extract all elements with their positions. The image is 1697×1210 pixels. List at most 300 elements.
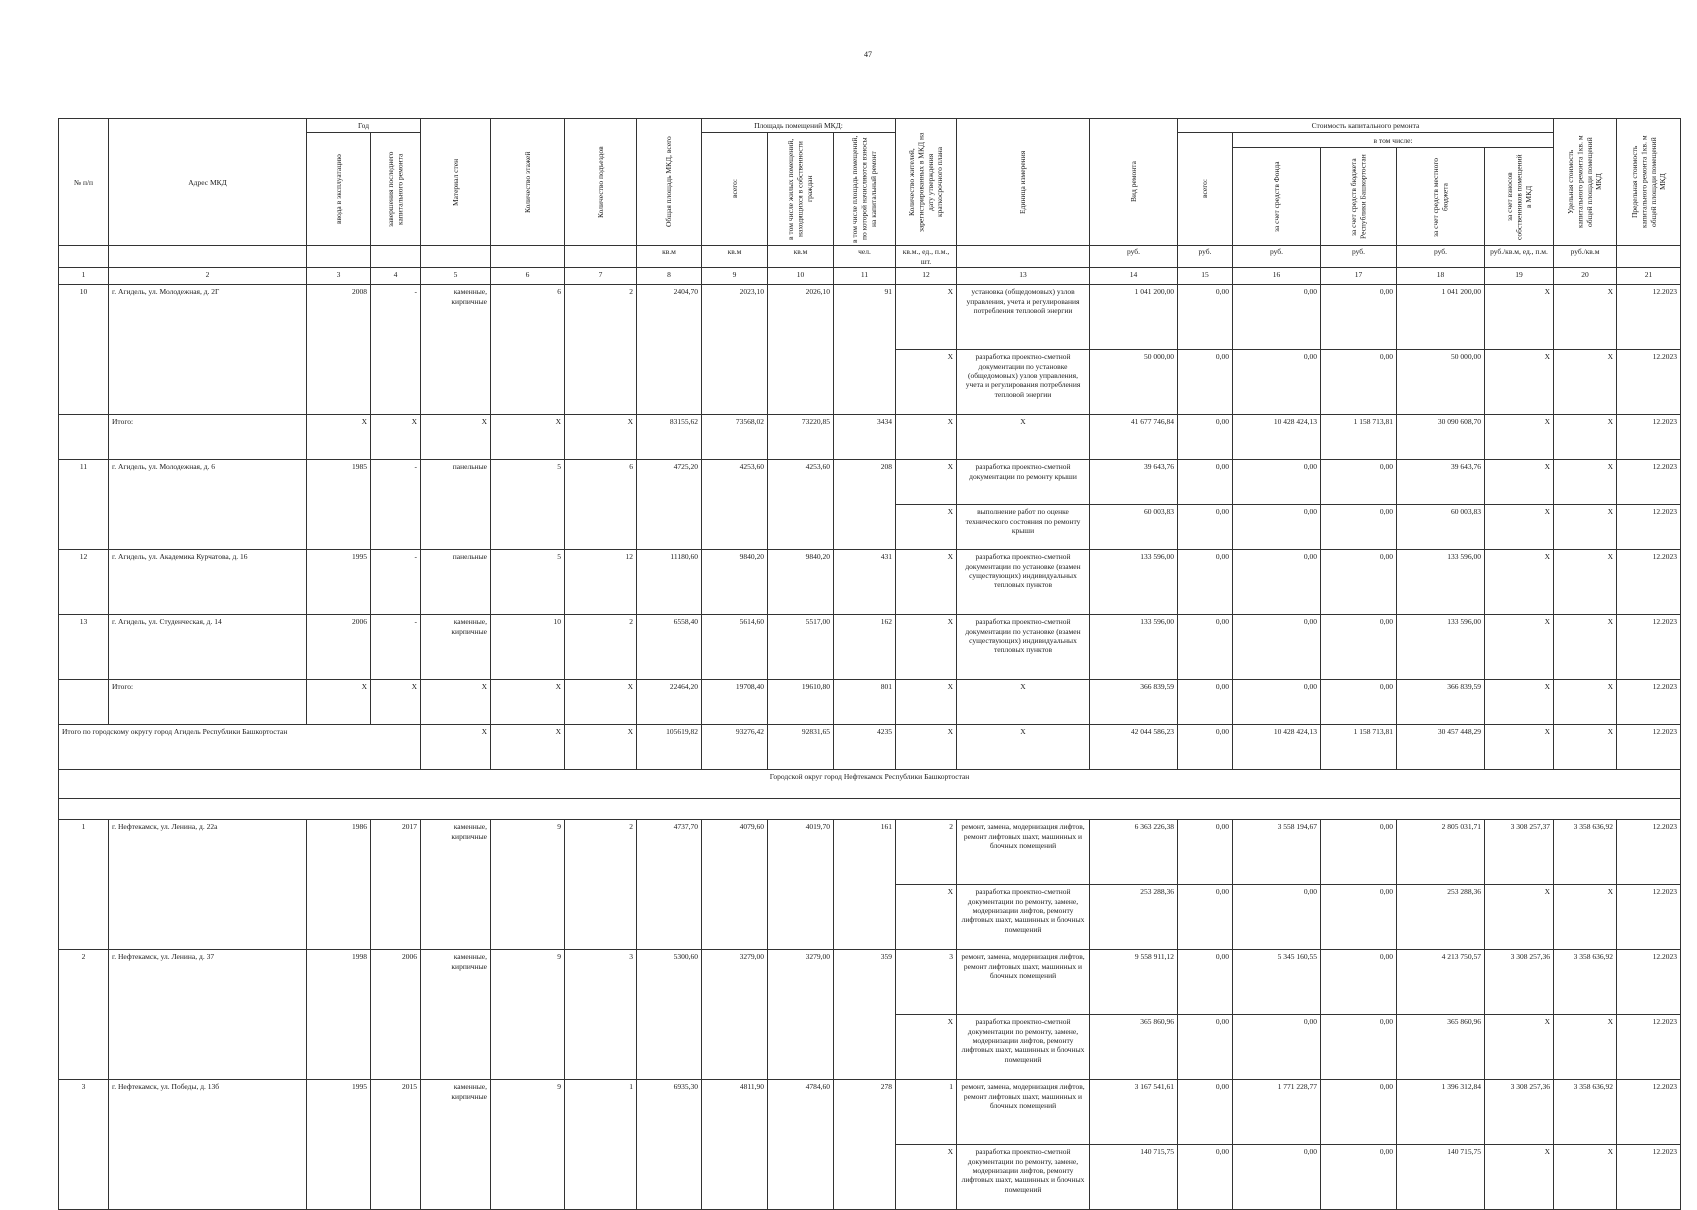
- unit-value: X: [896, 550, 957, 615]
- cost-fund: 0,00: [1178, 1015, 1233, 1080]
- subtotal-a2: 19610,80: [768, 680, 834, 725]
- header-year-last-repair: завершения последнего капитального ремонта: [386, 151, 405, 228]
- unit-cost: X: [1485, 615, 1554, 680]
- planned-date: 12.2023: [1617, 505, 1681, 550]
- header-year: Год: [307, 119, 421, 133]
- subtotal-en: X: [565, 680, 637, 725]
- cost-fund: 0,00: [1178, 885, 1233, 950]
- cost-local: 0,00: [1321, 1080, 1397, 1145]
- limit-cost: X: [1554, 350, 1617, 415]
- entrances: 3: [565, 950, 637, 1080]
- column-number: 1: [59, 268, 109, 285]
- address: г. Нефтекамск, ул. Ленина, д. 37: [109, 950, 307, 1080]
- subtotal-res: 801: [834, 680, 896, 725]
- header-total-area: Общая площадь МКД, всего: [664, 136, 674, 228]
- cost-local: 0,00: [1321, 615, 1397, 680]
- cost-owners: 253 288,36: [1397, 885, 1485, 950]
- limit-cost: X: [1554, 415, 1617, 460]
- cost-total: 50 000,00: [1090, 350, 1178, 415]
- floors: 9: [491, 820, 565, 950]
- wall-material: каменные, кирпичные: [421, 820, 491, 950]
- cost-fund: 0,00: [1178, 460, 1233, 505]
- year-commission: 1998: [307, 950, 371, 1080]
- floors: 6: [491, 285, 565, 415]
- column-number: 9: [702, 268, 768, 285]
- header-no: № п/п: [59, 119, 109, 246]
- residents: 359: [834, 950, 896, 1080]
- unit-cell: кв.м: [637, 246, 702, 268]
- header-year-commission: ввода в эксплуатацию: [333, 154, 343, 225]
- total-area: 11180,60: [637, 550, 702, 615]
- subtotal-y2: X: [371, 415, 421, 460]
- area-total: 4079,60: [702, 820, 768, 950]
- wall-material: каменные, кирпичные: [421, 950, 491, 1080]
- unit-cost: 3 308 257,36: [1485, 950, 1554, 1015]
- cost-fund: 0,00: [1178, 725, 1233, 770]
- wall-material: панельные: [421, 460, 491, 550]
- cost-total: 133 596,00: [1090, 550, 1178, 615]
- spacer-row: [59, 799, 1681, 820]
- cost-rb: 0,00: [1233, 350, 1321, 415]
- header-floors: Количество этажей: [522, 151, 532, 213]
- limit-cost: X: [1554, 550, 1617, 615]
- header-area-total: всего:: [729, 179, 739, 199]
- entrances: 2: [565, 285, 637, 415]
- column-number: 20: [1554, 268, 1617, 285]
- repair-type: ремонт, замена, модернизация лифтов, ремонт лифтовых шахт, машинных и блочных помещений: [957, 1080, 1090, 1145]
- cost-rb: 0,00: [1233, 460, 1321, 505]
- subtotal-a1: 19708,40: [702, 680, 768, 725]
- year-last-repair: 2015: [371, 1080, 421, 1210]
- cost-owners: 133 596,00: [1397, 615, 1485, 680]
- district-total-label: Итого по городскому округу город Агидель Республики Башкортостан: [59, 725, 421, 770]
- cost-local: 0,00: [1321, 285, 1397, 350]
- column-number: 11: [834, 268, 896, 285]
- area-total: 2023,10: [702, 285, 768, 415]
- column-number: 13: [957, 268, 1090, 285]
- year-last-repair: 2017: [371, 820, 421, 950]
- cost-rb: 0,00: [1233, 505, 1321, 550]
- column-number: 4: [371, 268, 421, 285]
- unit-cost: 3 308 257,36: [1485, 1080, 1554, 1145]
- cost-rb: 10 428 424,13: [1233, 415, 1321, 460]
- empty-cell: [59, 415, 109, 460]
- repair-type: выполнение работ по оценке технического состояния по ремонту крыши: [957, 505, 1090, 550]
- table-row: [59, 615, 1681, 680]
- planned-date: 12.2023: [1617, 950, 1681, 1015]
- cost-rb: 10 428 424,13: [1233, 725, 1321, 770]
- cost-fund: 0,00: [1178, 950, 1233, 1015]
- entrances: 12: [565, 550, 637, 615]
- section-row: [59, 770, 1681, 799]
- repair-type: разработка проектно-сметной документации по ремонту крыши: [957, 460, 1090, 505]
- cost-local: 0,00: [1321, 1145, 1397, 1210]
- unit-cost: X: [1485, 1145, 1554, 1210]
- planned-date: 12.2023: [1617, 680, 1681, 725]
- cost-rb: 1 771 228,77: [1233, 1080, 1321, 1145]
- year-last-repair: -: [371, 615, 421, 680]
- header-unit: Единица измерения: [1018, 150, 1028, 214]
- cost-fund: 0,00: [1178, 550, 1233, 615]
- cost-owners: 365 860,96: [1397, 1015, 1485, 1080]
- header-repair-type: Вид ремонта: [1128, 161, 1138, 203]
- residents: 162: [834, 615, 896, 680]
- cost-total: 39 643,76: [1090, 460, 1178, 505]
- column-number: 21: [1617, 268, 1681, 285]
- limit-cost: X: [1554, 680, 1617, 725]
- cost-fund: 0,00: [1178, 350, 1233, 415]
- wall-material: каменные, кирпичные: [421, 615, 491, 680]
- wall-material: каменные, кирпичные: [421, 1080, 491, 1210]
- cost-local: 0,00: [1321, 550, 1397, 615]
- subtotal-en: X: [565, 415, 637, 460]
- cost-fund: 0,00: [1178, 680, 1233, 725]
- cost-total: 365 860,96: [1090, 1015, 1178, 1080]
- year-commission: 1986: [307, 820, 371, 950]
- cost-rb: 0,00: [1233, 550, 1321, 615]
- cost-rb: 0,00: [1233, 1015, 1321, 1080]
- cost-local: 1 158 713,81: [1321, 725, 1397, 770]
- subtotal-res: 3434: [834, 415, 896, 460]
- limit-cost: X: [1554, 725, 1617, 770]
- subtotal-ta: 83155,62: [637, 415, 702, 460]
- header-area-fund: в том числе площадь помещений, по которой начисляются взносы на капитальный ремонт: [850, 135, 879, 244]
- district-total-row: [59, 725, 1681, 770]
- page-number: 47: [864, 50, 872, 59]
- floors: 9: [491, 1080, 565, 1210]
- cost-local: 0,00: [1321, 885, 1397, 950]
- unit-cell: руб.: [1397, 246, 1485, 268]
- unit-value: X: [896, 285, 957, 350]
- unit-cost: X: [1485, 885, 1554, 950]
- limit-cost: X: [1554, 460, 1617, 505]
- area-fund: 4784,60: [768, 1080, 834, 1210]
- column-number: 16: [1233, 268, 1321, 285]
- subtotal-fl: X: [491, 680, 565, 725]
- planned-date: 12.2023: [1617, 885, 1681, 950]
- area-fund: 5517,00: [768, 615, 834, 680]
- repair-type: установка (общедомовых) узлов управления, учета и регулирования потребления тепловой энергии: [957, 285, 1090, 350]
- address: г. Агидель, ул. Молодежная, д. 2Г: [109, 285, 307, 415]
- table-row: [59, 1080, 1681, 1145]
- cost-total: 133 596,00: [1090, 615, 1178, 680]
- subtotal-ta: 22464,20: [637, 680, 702, 725]
- subtotal-fl: X: [491, 415, 565, 460]
- header-entrances: Количество подъездов: [595, 146, 605, 219]
- unit-value: X: [896, 460, 957, 505]
- area-fund: 3279,00: [768, 950, 834, 1080]
- limit-cost: X: [1554, 1015, 1617, 1080]
- cost-total: 60 003,83: [1090, 505, 1178, 550]
- planned-date: 12.2023: [1617, 725, 1681, 770]
- address: г. Агидель, ул. Молодежная, д. 6: [109, 460, 307, 550]
- area-fund: 4253,60: [768, 460, 834, 550]
- repair-type: ремонт, замена, модернизация лифтов, ремонт лифтовых шахт, машинных и блочных помещений: [957, 950, 1090, 1015]
- year-last-repair: -: [371, 550, 421, 615]
- cost-local: 0,00: [1321, 1015, 1397, 1080]
- unit-cell: руб.: [1233, 246, 1321, 268]
- header-wall-material: Материал стен: [450, 158, 460, 206]
- column-number: 17: [1321, 268, 1397, 285]
- floors: 5: [491, 460, 565, 550]
- header-area-owned: в том числе жилых помещений, находящихся в собственности граждан: [786, 138, 815, 240]
- unit-cost: X: [1485, 350, 1554, 415]
- subtotal-mat: X: [421, 415, 491, 460]
- cost-local: 0,00: [1321, 820, 1397, 885]
- area-total: 4253,60: [702, 460, 768, 550]
- cost-rb: 0,00: [1233, 285, 1321, 350]
- unit-value: 1: [896, 1080, 957, 1145]
- cost-fund: 0,00: [1178, 820, 1233, 885]
- repair-type: ремонт, замена, модернизация лифтов, ремонт лифтовых шахт, машинных и блочных помещений: [957, 820, 1090, 885]
- residents: 431: [834, 550, 896, 615]
- unit-value: X: [896, 680, 957, 725]
- address: г. Агидель, ул. Академика Курчатова, д. 16: [109, 550, 307, 615]
- cost-total: 140 715,75: [1090, 1145, 1178, 1210]
- cost-owners: 50 000,00: [1397, 350, 1485, 415]
- address: г. Нефтекамск, ул. Ленина, д. 22а: [109, 820, 307, 950]
- cost-total: 9 558 911,12: [1090, 950, 1178, 1015]
- floors: 9: [491, 950, 565, 1080]
- year-commission: 2006: [307, 615, 371, 680]
- section-title: Городской округ город Нефтекамск Республики Башкортостан: [59, 770, 1681, 799]
- planned-date: 12.2023: [1617, 820, 1681, 885]
- subtotal-mat: X: [421, 680, 491, 725]
- capital-repair-table: [58, 118, 1681, 1210]
- unit-cost: X: [1485, 550, 1554, 615]
- cost-local: 0,00: [1321, 505, 1397, 550]
- wall-material: каменные, кирпичные: [421, 285, 491, 415]
- repair-type: разработка проектно-сметной документации по установке (взамен существующих) индивидуальных тепловых пунктов: [957, 615, 1090, 680]
- area-total: 5614,60: [702, 615, 768, 680]
- planned-date: 12.2023: [1617, 285, 1681, 350]
- total-area: 4737,70: [637, 820, 702, 950]
- table-row: [59, 550, 1681, 615]
- header-cost-fund: за счет средств Фонда: [1271, 161, 1281, 233]
- empty-cell: [59, 680, 109, 725]
- unit-value: X: [896, 1015, 957, 1080]
- column-number: 15: [1178, 268, 1233, 285]
- planned-date: 12.2023: [1617, 350, 1681, 415]
- wall-material: панельные: [421, 550, 491, 615]
- cost-fund: 0,00: [1178, 1080, 1233, 1145]
- header-including: в том числе:: [1233, 133, 1554, 148]
- cost-total: 3 167 541,61: [1090, 1080, 1178, 1145]
- subtotal-a2: 73220,85: [768, 415, 834, 460]
- subtotal-y1: X: [307, 415, 371, 460]
- unit-cost: X: [1485, 460, 1554, 505]
- area-total: 3279,00: [702, 950, 768, 1080]
- subtotal-row: [59, 680, 1681, 725]
- subtotal-y1: X: [307, 680, 371, 725]
- cost-total: 6 363 226,38: [1090, 820, 1178, 885]
- limit-cost: 3 358 636,92: [1554, 1080, 1617, 1145]
- unit-cost: X: [1485, 1015, 1554, 1080]
- column-number: 19: [1485, 268, 1554, 285]
- limit-cost: X: [1554, 285, 1617, 350]
- column-number: 5: [421, 268, 491, 285]
- residents: 278: [834, 1080, 896, 1210]
- spacer-cell: [59, 799, 1681, 820]
- cost-owners: 1 041 200,00: [1397, 285, 1485, 350]
- unit-cell: руб./кв.м, ед., п.м.: [1485, 246, 1554, 268]
- unit-value: X: [896, 350, 957, 415]
- repair-type: X: [957, 415, 1090, 460]
- subtotal-label: Итого:: [109, 415, 307, 460]
- unit-value: X: [896, 725, 957, 770]
- cost-local: 0,00: [1321, 460, 1397, 505]
- cost-total: 41 677 746,84: [1090, 415, 1178, 460]
- units-row: [59, 246, 1681, 268]
- header-unit-cost: Удельная стоимость капитального ремонта 1кв. м общей площади помещений МКД: [1566, 135, 1604, 229]
- unit-value: X: [896, 1145, 957, 1210]
- cost-owners: 133 596,00: [1397, 550, 1485, 615]
- unit-value: X: [896, 615, 957, 680]
- entrances: 6: [565, 460, 637, 550]
- planned-date: 12.2023: [1617, 1015, 1681, 1080]
- repair-type: разработка проектно-сметной документации по ремонту, замене, модернизации лифтов, ремонту лифтовых шахт, машинных и блочных помещений: [957, 1015, 1090, 1080]
- cost-owners: 366 839,59: [1397, 680, 1485, 725]
- row-number: 1: [59, 820, 109, 950]
- cost-local: 0,00: [1321, 680, 1397, 725]
- cost-owners: 39 643,76: [1397, 460, 1485, 505]
- area-total: 9840,20: [702, 550, 768, 615]
- residents: 91: [834, 285, 896, 415]
- unit-cost: 3 308 257,37: [1485, 820, 1554, 885]
- header-limit-cost: Предельная стоимость капитального ремонта 1кв. м общей площади помещений МКД: [1629, 135, 1667, 229]
- row-number: 10: [59, 285, 109, 415]
- cost-total: 1 041 200,00: [1090, 285, 1178, 350]
- column-numbers-row: [59, 268, 1681, 285]
- cost-rb: 0,00: [1233, 680, 1321, 725]
- column-number: 18: [1397, 268, 1485, 285]
- header-cost-rb: за счет средств бюджета Республики Башкортостан: [1349, 154, 1368, 240]
- cost-rb: 0,00: [1233, 615, 1321, 680]
- row-number: 12: [59, 550, 109, 615]
- repair-type: X: [957, 725, 1090, 770]
- cost-total: 42 044 586,23: [1090, 725, 1178, 770]
- repair-type: разработка проектно-сметной документации по ремонту, замене, модернизации лифтов, ремонту лифтовых шахт, машинных и блочных помещений: [957, 885, 1090, 950]
- table-row: [59, 285, 1681, 350]
- residents: 208: [834, 460, 896, 550]
- unit-cost: X: [1485, 680, 1554, 725]
- planned-date: 12.2023: [1617, 460, 1681, 505]
- limit-cost: 3 358 636,92: [1554, 950, 1617, 1015]
- cost-owners: 1 396 312,84: [1397, 1080, 1485, 1145]
- column-number: 8: [637, 268, 702, 285]
- year-last-repair: -: [371, 285, 421, 415]
- subtotal-y2: X: [371, 680, 421, 725]
- planned-date: 12.2023: [1617, 1145, 1681, 1210]
- year-commission: 1995: [307, 550, 371, 615]
- year-commission: 2008: [307, 285, 371, 415]
- area-total: 4811,90: [702, 1080, 768, 1210]
- cost-owners: 30 457 448,29: [1397, 725, 1485, 770]
- unit-cost: X: [1485, 415, 1554, 460]
- cost-owners: 4 213 750,57: [1397, 950, 1485, 1015]
- address: г. Агидель, ул. Студенческая, д. 14: [109, 615, 307, 680]
- row-number: 3: [59, 1080, 109, 1210]
- planned-date: 12.2023: [1617, 415, 1681, 460]
- total-area: 6558,40: [637, 615, 702, 680]
- unit-cell: руб./кв.м: [1554, 246, 1617, 268]
- limit-cost: X: [1554, 505, 1617, 550]
- cost-owners: 2 805 031,71: [1397, 820, 1485, 885]
- unit-value: 3: [896, 950, 957, 1015]
- unit-cost: X: [1485, 285, 1554, 350]
- district-total-ta: 105619,82: [637, 725, 702, 770]
- cost-owners: 30 090 608,70: [1397, 415, 1485, 460]
- table-row: [59, 820, 1681, 885]
- entrances: 2: [565, 820, 637, 950]
- year-commission: 1985: [307, 460, 371, 550]
- repair-type: разработка проектно-сметной документации по установке (общедомовых) узлов управления, учета и регулирования потребления тепловой энергии: [957, 350, 1090, 415]
- column-number: 2: [109, 268, 307, 285]
- row-number: 13: [59, 615, 109, 680]
- entrances: 1: [565, 1080, 637, 1210]
- total-area: 4725,20: [637, 460, 702, 550]
- total-area: 6935,30: [637, 1080, 702, 1210]
- total-area: 2404,70: [637, 285, 702, 415]
- row-number: 2: [59, 950, 109, 1080]
- district-total-fl: X: [491, 725, 565, 770]
- cost-total: 366 839,59: [1090, 680, 1178, 725]
- cost-rb: 0,00: [1233, 885, 1321, 950]
- planned-date: 12.2023: [1617, 615, 1681, 680]
- limit-cost: X: [1554, 885, 1617, 950]
- cost-local: 1 158 713,81: [1321, 415, 1397, 460]
- unit-cell: руб.: [1178, 246, 1233, 268]
- cost-fund: 0,00: [1178, 505, 1233, 550]
- floors: 5: [491, 550, 565, 615]
- district-total-a1: 93276,42: [702, 725, 768, 770]
- cost-total: 253 288,36: [1090, 885, 1178, 950]
- unit-cell: кв.м., ед., п.м., шт.: [896, 246, 957, 268]
- district-total-res: 4235: [834, 725, 896, 770]
- limit-cost: 3 358 636,92: [1554, 820, 1617, 885]
- unit-cost: X: [1485, 725, 1554, 770]
- residents: 161: [834, 820, 896, 950]
- cost-owners: 140 715,75: [1397, 1145, 1485, 1210]
- column-number: 10: [768, 268, 834, 285]
- repair-type: разработка проектно-сметной документации по установке (взамен существующих) индивидуальных тепловых пунктов: [957, 550, 1090, 615]
- cost-owners: 60 003,83: [1397, 505, 1485, 550]
- cost-rb: 0,00: [1233, 1145, 1321, 1210]
- unit-cost: X: [1485, 505, 1554, 550]
- header-residents: Количество жителей, зарегистрированных в МКД на дату утверждения краткосрочного плана: [907, 132, 945, 232]
- column-number: 3: [307, 268, 371, 285]
- cost-rb: 5 345 160,55: [1233, 950, 1321, 1015]
- table-body: [59, 285, 1681, 1210]
- column-number: 14: [1090, 268, 1178, 285]
- unit-cell: руб.: [1090, 246, 1178, 268]
- year-last-repair: 2006: [371, 950, 421, 1080]
- year-commission: 1995: [307, 1080, 371, 1210]
- header-cost-local: за счет средств местного бюджета: [1431, 157, 1450, 237]
- subtotal-row: [59, 415, 1681, 460]
- header-cost-total: всего:: [1200, 179, 1210, 199]
- column-number: 7: [565, 268, 637, 285]
- table-row: [59, 950, 1681, 1015]
- cost-rb: 3 558 194,67: [1233, 820, 1321, 885]
- header-address: Адрес МКД: [109, 119, 307, 246]
- column-number: 12: [896, 268, 957, 285]
- repair-type: X: [957, 680, 1090, 725]
- column-number: 6: [491, 268, 565, 285]
- unit-cell: кв.м: [702, 246, 768, 268]
- header-area-group: Площадь помещений МКД:: [702, 119, 896, 133]
- area-fund: 4019,70: [768, 820, 834, 950]
